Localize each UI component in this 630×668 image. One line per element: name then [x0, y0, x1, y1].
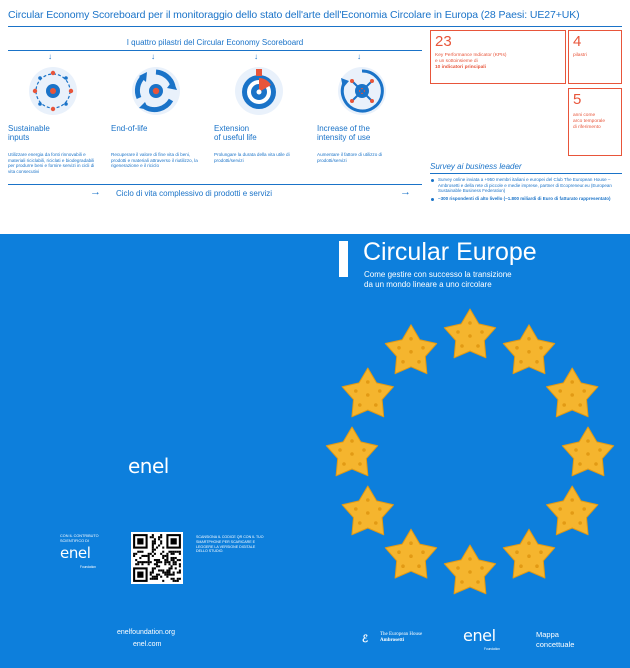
european-house-name: The European House Ambrosetti	[380, 632, 423, 643]
arrow-right-icon: →	[90, 186, 101, 198]
kpi-number: 5	[573, 91, 582, 108]
cover	[0, 234, 630, 668]
star-icon	[503, 325, 554, 374]
kpi-text: anni come arco temporale di riferimento	[573, 113, 605, 130]
qr-instructions: SCANSIONA IL CODICE QR CON IL TUO SMARTPHONE PER SCARICARE E LEGGERE LA VERSIONE DIGITALE DELLO STUDIO.	[196, 535, 264, 554]
arrow-right-icon: →	[400, 186, 411, 198]
european-house-logo-icon	[362, 632, 374, 644]
arrow-down-icon: ↓	[48, 52, 52, 61]
star-icon	[326, 427, 377, 476]
eu-stars-circle	[320, 304, 620, 604]
pillar-title: End-of-life	[111, 124, 148, 133]
star-icon	[547, 368, 598, 417]
arrow-down-icon: ↓	[357, 52, 361, 61]
arrow-down-icon: ↓	[254, 52, 258, 61]
qr-code[interactable]	[131, 532, 183, 584]
cover-subtitle: Come gestire con successo la transizione	[364, 270, 512, 279]
kpi-number: 23	[435, 33, 452, 50]
kpi-text: pilastri	[573, 53, 587, 58]
pillar-description: Utilizzare energia da fonti rinnovabili e materiali riciclabili, riciclati e biodegradabili per produrre beni e fornire servizi in cicli di vita consecutivi	[8, 152, 95, 174]
extension-icon	[232, 64, 286, 118]
contribution-label: CON IL CONTRIBUTO SCIENTIFICO DI	[60, 534, 99, 543]
star-icon	[547, 486, 598, 535]
enel-logo: enel	[128, 454, 169, 478]
pillars-title: I quattro pilastri del Circular Economy Scoreboard	[126, 38, 304, 47]
kpi-text: Key Performance Indicator (KPIs) e un sottoinsieme di 10 indicatori principali	[435, 53, 507, 70]
divider	[8, 50, 422, 51]
star-icon	[562, 427, 613, 476]
enel-foundation-logo: enel	[463, 626, 496, 645]
arrow-down-icon: ↓	[151, 52, 155, 61]
mappa-label: Mappa	[536, 630, 559, 639]
mappa-label: concettuale	[536, 640, 575, 649]
pillar-title: Extension of useful life	[214, 124, 257, 142]
star-icon	[385, 325, 436, 374]
scoreboard-section	[0, 0, 630, 234]
pillar-description: Prolungare la durata della vita utile di prodotti/servizi	[214, 152, 290, 163]
pillar-description: Aumentare il fattore di utilizzo di prodotti/servizi	[317, 152, 383, 163]
kpi-box-years	[568, 88, 622, 156]
intensity-icon	[335, 64, 389, 118]
kpi-box-indicators	[430, 30, 566, 84]
enel-foundation-sub: Foundation	[484, 647, 500, 651]
survey-title: Survey ai business leader	[430, 162, 522, 171]
divider	[430, 173, 622, 174]
link-enel[interactable]: enel.com	[133, 641, 162, 648]
survey-item: ~300 rispondenti di alto livello (~1.800 miliardi di Euro di fatturato rappresentato)	[430, 196, 622, 202]
pillar-title: Sustainable inputs	[8, 124, 50, 142]
cover-title: Circular Europe	[363, 238, 537, 266]
kpi-number: 4	[573, 33, 582, 50]
divider	[8, 184, 422, 185]
enel-foundation-sub: Foundation	[80, 565, 96, 569]
star-icon	[342, 486, 393, 535]
enel-foundation-logo: enel	[60, 544, 91, 562]
svg-text:ℰ: ℰ	[362, 634, 369, 644]
end-of-life-icon	[129, 64, 183, 118]
cycle-label: Ciclo di vita complessivo di prodotti e servizi	[116, 189, 273, 198]
star-icon	[444, 545, 495, 594]
star-icon	[503, 529, 554, 578]
divider	[8, 26, 622, 27]
pillar-title: Increase of the intensity of use	[317, 124, 371, 142]
link-enelfoundation[interactable]: enelfoundation.org	[117, 629, 175, 636]
star-icon	[444, 309, 495, 358]
pillar-description: Recuperare il valore di fine vita di beni, prodotti e materiali attraverso il riutilizzo, la rigenerazione e il riciclo	[111, 152, 198, 169]
scoreboard-title: Circular Economy Scoreboard per il monitoraggio dello stato dell'arte dell'Economia Circolare in Europa (28 Paesi: UE27+UK)	[8, 9, 580, 21]
title-accent-bar	[339, 241, 348, 277]
kpi-box-pillars	[568, 30, 622, 84]
cover-subtitle: da un mondo lineare a uno circolare	[364, 280, 492, 289]
sustainable-inputs-icon	[26, 64, 80, 118]
star-icon	[385, 529, 436, 578]
star-icon	[342, 368, 393, 417]
survey-item: Survey online inviata a +950 membri italiani e europei del Club The European House – Ambrosetti e della rete di piccole e medie imprese, partner di Ecopreneur.eu (European Sustainable Business Federation)	[430, 177, 622, 194]
